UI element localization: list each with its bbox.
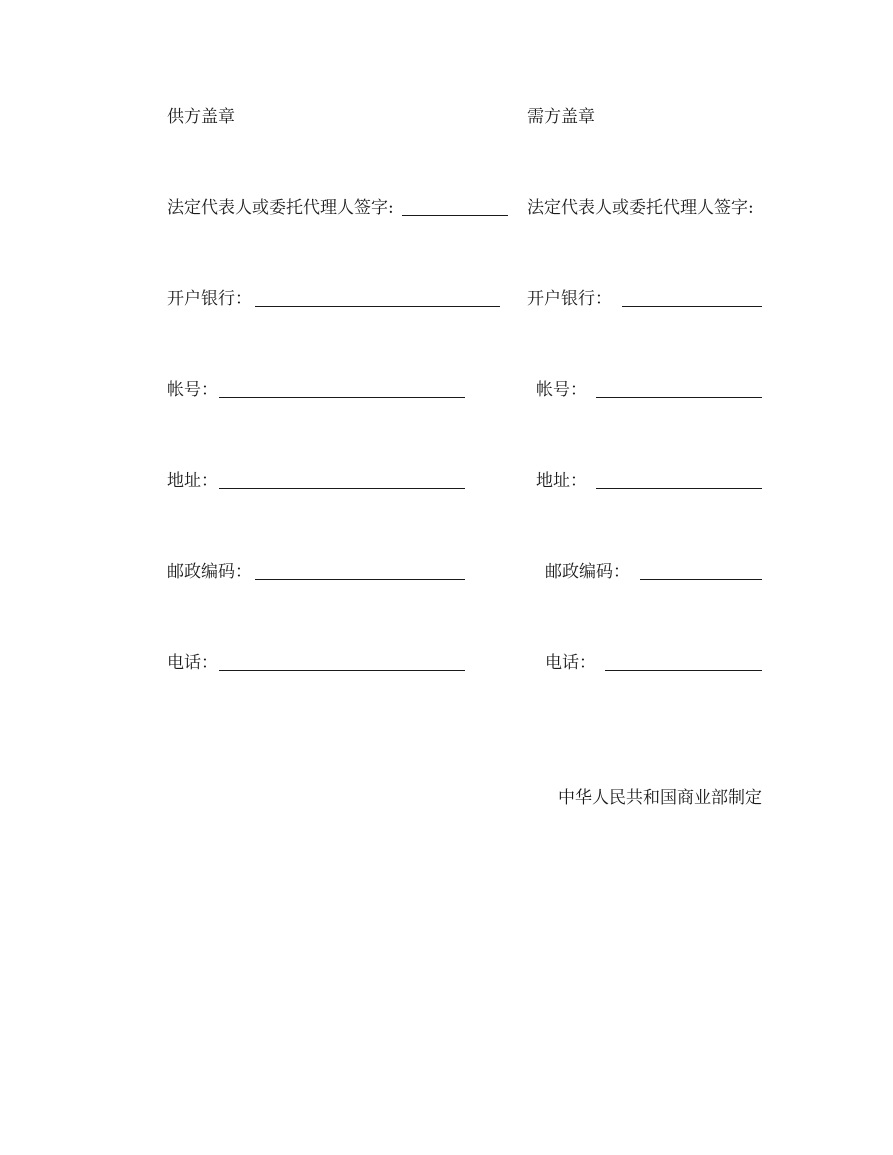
supplier-postcode-field[interactable]: [255, 579, 465, 580]
issuer-footer: 中华人民共和国商业部制定: [558, 788, 762, 808]
buyer-postcode-label: 邮政编码：: [545, 562, 630, 582]
buyer-signature-label: 法定代表人或委托代理人签字:: [527, 198, 754, 218]
buyer-account-field[interactable]: [596, 397, 762, 398]
supplier-bank-label: 开户银行：: [167, 289, 252, 309]
supplier-bank-field[interactable]: [255, 306, 500, 307]
supplier-postcode-label: 邮政编码：: [167, 562, 252, 582]
supplier-signature-label: 法定代表人或委托代理人签字:: [167, 198, 394, 218]
buyer-address-field[interactable]: [596, 488, 762, 489]
supplier-account-label: 帐号：: [167, 380, 218, 400]
buyer-phone-label: 电话：: [545, 653, 596, 673]
buyer-seal-label: 需方盖章: [527, 107, 595, 127]
supplier-address-label: 地址：: [167, 471, 218, 491]
supplier-phone-label: 电话：: [167, 653, 218, 673]
supplier-account-field[interactable]: [219, 397, 465, 398]
buyer-account-label: 帐号：: [536, 380, 587, 400]
buyer-bank-label: 开户银行：: [527, 289, 612, 309]
buyer-phone-field[interactable]: [605, 670, 762, 671]
supplier-phone-field[interactable]: [219, 670, 465, 671]
supplier-address-field[interactable]: [219, 488, 465, 489]
buyer-bank-field[interactable]: [622, 306, 762, 307]
buyer-address-label: 地址：: [536, 471, 587, 491]
supplier-signature-field[interactable]: [402, 215, 508, 216]
supplier-seal-label: 供方盖章: [167, 107, 235, 127]
buyer-postcode-field[interactable]: [640, 579, 762, 580]
